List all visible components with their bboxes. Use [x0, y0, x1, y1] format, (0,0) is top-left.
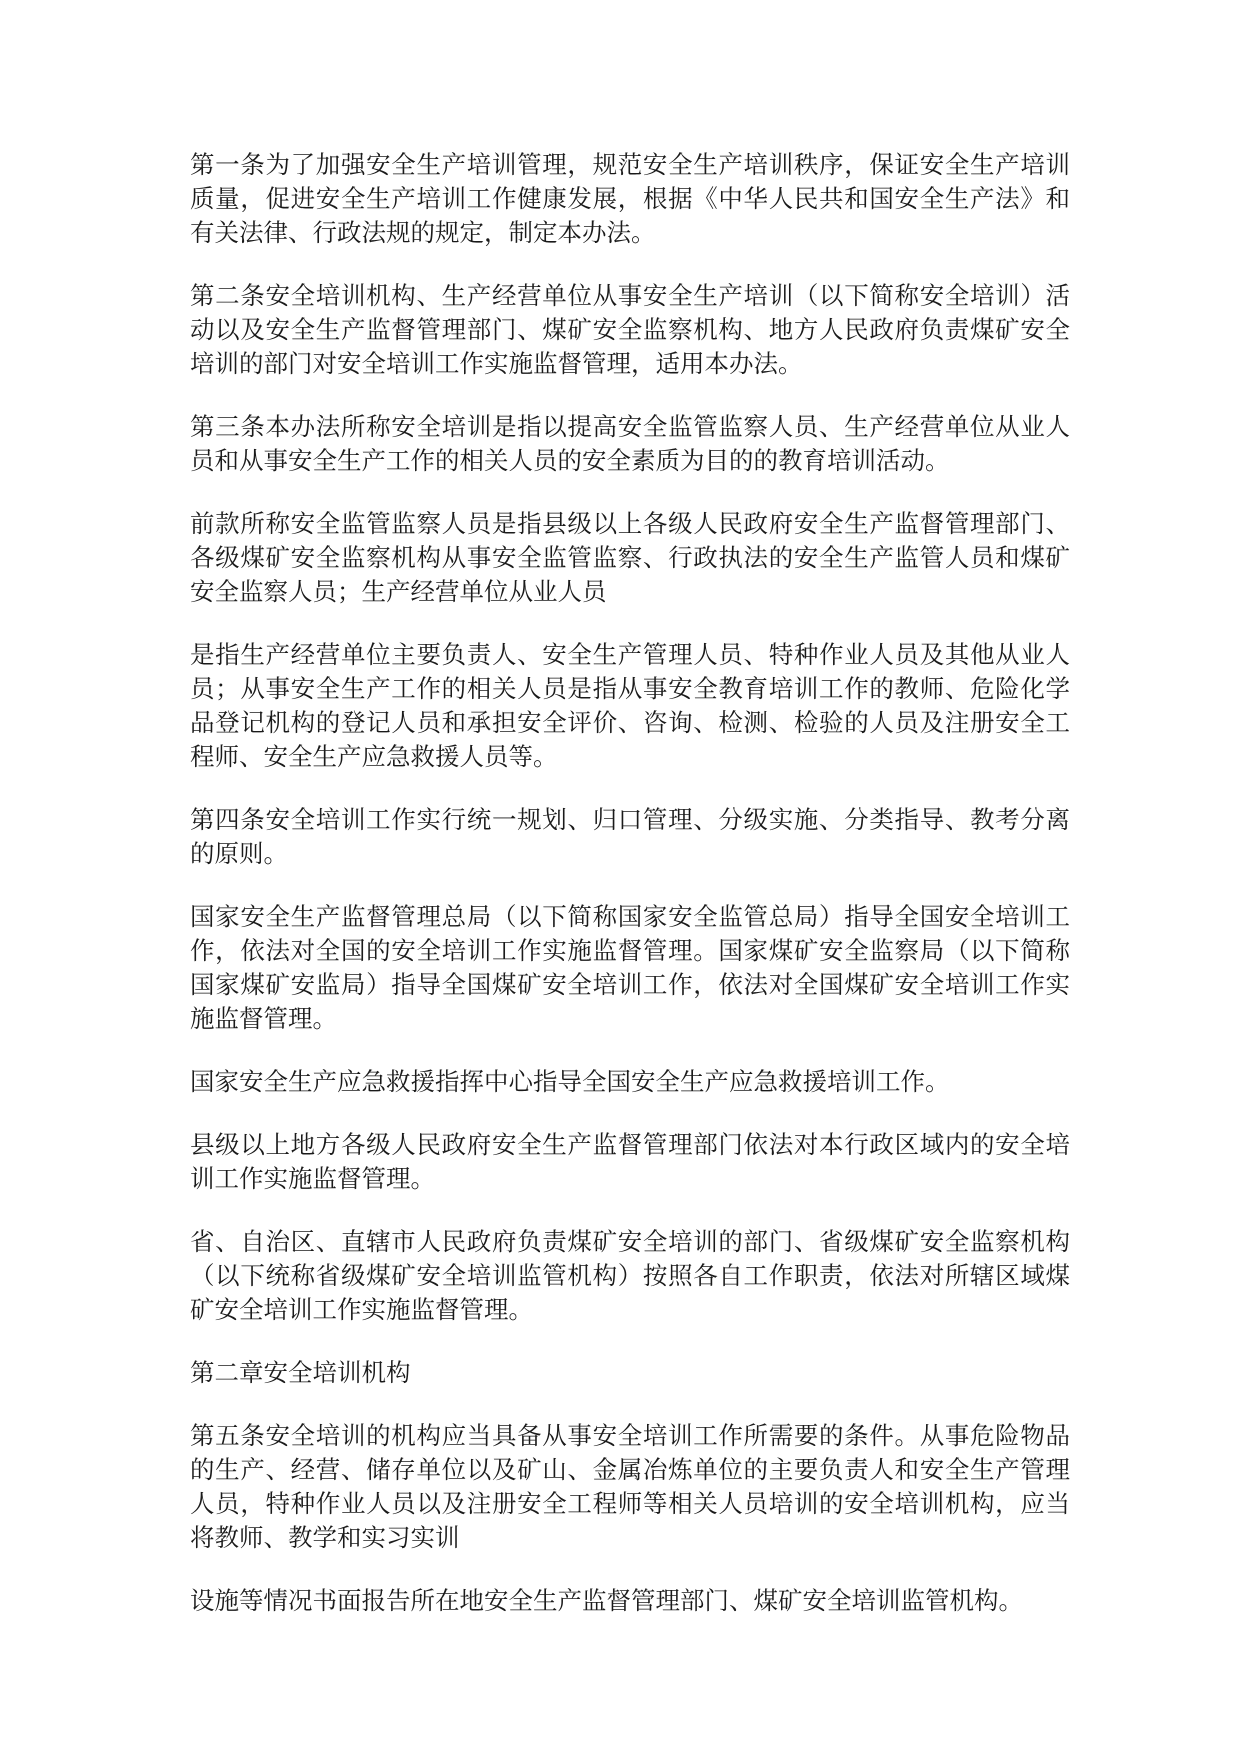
paragraph-article-1: 第一条为了加强安全生产培训管理，规范安全生产培训秩序，保证安全生产培训质量，促进安全生产培训工作健康发展，根据《中华人民共和国安全生产法》和有关法律、行政法规的规定，制定本办法。	[190, 150, 1070, 247]
document-body	[190, 148, 1070, 1618]
paragraph-article-4-provincial: 省、自治区、直辖市人民政府负责煤矿安全培训的部门、省级煤矿安全监察机构（以下统称省级煤矿安全培训监管机构）按照各自工作职责，依法对所辖区域煤矿安全培训工作实施监督管理。	[190, 1227, 1070, 1324]
paragraph-article-4-local: 县级以上地方各级人民政府安全生产监督管理部门依法对本行政区域内的安全培训工作实施监督管理。	[190, 1130, 1070, 1193]
paragraph-article-2: 第二条安全培训机构、生产经营单位从事安全生产培训（以下简称安全培训）活动以及安全生产监督管理部门、煤矿安全监察机构、地方人民政府负责煤矿安全培训的部门对安全培训工作实施监督管理，适用本办法。	[190, 281, 1070, 378]
paragraph-article-3: 第三条本办法所称安全培训是指以提高安全监管监察人员、生产经营单位从业人员和从事安全生产工作的相关人员的安全素质为目的的教育培训活动。	[190, 412, 1070, 475]
paragraph-article-5: 第五条安全培训的机构应当具备从事安全培训工作所需要的条件。从事危险物品的生产、经营、储存单位以及矿山、金属冶炼单位的主要负责人和安全生产管理人员，特种作业人员以及注册安全工程师等相关人员培训的安全培训机构，应当将教师、教学和实习实训	[190, 1421, 1070, 1552]
chapter-heading: 第二章安全培训机构	[190, 1358, 411, 1387]
paragraph-article-4-emergency: 国家安全生产应急救援指挥中心指导全国安全生产应急救援培训工作。	[190, 1067, 950, 1096]
paragraph-article-3-clause: 前款所称安全监管监察人员是指县级以上各级人民政府安全生产监督管理部门、各级煤矿安全监察机构从事安全监管监察、行政执法的安全生产监管人员和煤矿安全监察人员；生产经营单位从业人员	[190, 509, 1070, 606]
paragraph-article-5-continued: 设施等情况书面报告所在地安全生产监督管理部门、煤矿安全培训监管机构。	[190, 1586, 1023, 1615]
paragraph-article-3-continued: 是指生产经营单位主要负责人、安全生产管理人员、特种作业人员及其他从业人员；从事安全生产工作的相关人员是指从事安全教育培训工作的教师、危险化学品登记机构的登记人员和承担安全评价、咨询、检测、检验的人员及注册安全工程师、安全生产应急救援人员等。	[190, 640, 1070, 771]
paragraph-article-4: 第四条安全培训工作实行统一规划、归口管理、分级实施、分类指导、教考分离的原则。	[190, 805, 1070, 868]
paragraph-article-4-national: 国家安全生产监督管理总局（以下简称国家安全监管总局）指导全国安全培训工作，依法对全国的安全培训工作实施监督管理。国家煤矿安全监察局（以下简称国家煤矿安监局）指导全国煤矿安全培训工作，依法对全国煤矿安全培训工作实施监督管理。	[190, 902, 1070, 1033]
